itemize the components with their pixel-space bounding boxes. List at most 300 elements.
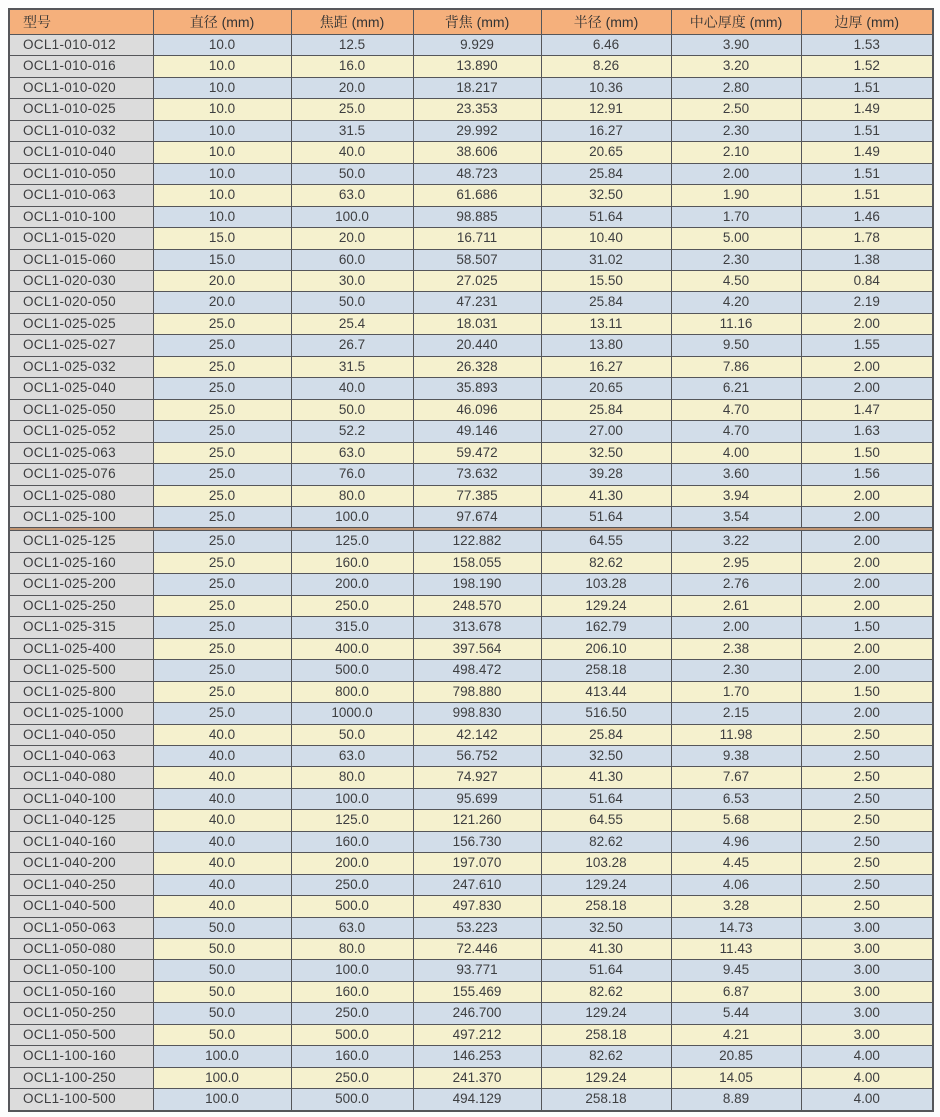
value-cell: 160.0 [291, 831, 413, 852]
value-cell: 1.46 [801, 206, 933, 227]
model-cell: OCL1-025-1000 [9, 703, 153, 724]
value-cell: 40.0 [153, 788, 291, 809]
value-cell: 76.0 [291, 464, 413, 485]
value-cell: 2.30 [671, 249, 801, 270]
value-cell: 1.70 [671, 681, 801, 702]
table-row [9, 638, 933, 659]
model-cell: OCL1-050-160 [9, 981, 153, 1002]
value-cell: 10.0 [153, 77, 291, 98]
table-row [9, 335, 933, 356]
table-body [9, 35, 933, 1111]
value-cell: 1.49 [801, 99, 933, 120]
value-cell: 1.53 [801, 35, 933, 56]
table-row [9, 681, 933, 702]
value-cell: 20.0 [153, 292, 291, 313]
value-cell: 1.78 [801, 228, 933, 249]
table-row [9, 421, 933, 442]
column-header-focal-length: 焦距 (mm) [291, 9, 413, 35]
value-cell: 63.0 [291, 745, 413, 766]
table-row [9, 981, 933, 1002]
value-cell: 2.50 [801, 831, 933, 852]
table-row [9, 99, 933, 120]
value-cell: 1.90 [671, 185, 801, 206]
value-cell: 250.0 [291, 1067, 413, 1088]
table-row [9, 399, 933, 420]
value-cell: 40.0 [291, 378, 413, 399]
value-cell: 25.84 [541, 399, 671, 420]
value-cell: 2.50 [801, 724, 933, 745]
table-row [9, 185, 933, 206]
value-cell: 9.50 [671, 335, 801, 356]
model-cell: OCL1-025-200 [9, 574, 153, 595]
value-cell: 2.00 [801, 356, 933, 377]
table-row [9, 917, 933, 938]
value-cell: 25.0 [153, 335, 291, 356]
value-cell: 25.0 [153, 399, 291, 420]
value-cell: 2.95 [671, 552, 801, 573]
model-cell: OCL1-015-020 [9, 228, 153, 249]
value-cell: 98.885 [413, 206, 541, 227]
value-cell: 3.00 [801, 981, 933, 1002]
table-row [9, 1067, 933, 1088]
value-cell: 13.11 [541, 313, 671, 334]
value-cell: 100.0 [153, 1089, 291, 1111]
model-cell: OCL1-050-500 [9, 1024, 153, 1045]
value-cell: 30.0 [291, 270, 413, 291]
value-cell: 20.0 [153, 270, 291, 291]
value-cell: 155.469 [413, 981, 541, 1002]
value-cell: 26.7 [291, 335, 413, 356]
value-cell: 41.30 [541, 939, 671, 960]
value-cell: 2.00 [801, 531, 933, 552]
column-header-model: 型号 [9, 9, 153, 35]
value-cell: 2.19 [801, 292, 933, 313]
model-cell: OCL1-100-500 [9, 1089, 153, 1111]
value-cell: 2.00 [801, 595, 933, 616]
value-cell: 10.40 [541, 228, 671, 249]
value-cell: 1.50 [801, 442, 933, 463]
value-cell: 58.507 [413, 249, 541, 270]
table-row [9, 960, 933, 981]
value-cell: 51.64 [541, 206, 671, 227]
value-cell: 63.0 [291, 185, 413, 206]
model-cell: OCL1-025-500 [9, 660, 153, 681]
value-cell: 25.4 [291, 313, 413, 334]
value-cell: 42.142 [413, 724, 541, 745]
value-cell: 6.21 [671, 378, 801, 399]
table-row [9, 378, 933, 399]
value-cell: 40.0 [153, 810, 291, 831]
value-cell: 1.52 [801, 56, 933, 77]
value-cell: 1.50 [801, 617, 933, 638]
value-cell: 50.0 [291, 399, 413, 420]
value-cell: 2.00 [801, 485, 933, 506]
table-row [9, 767, 933, 788]
value-cell: 2.15 [671, 703, 801, 724]
model-cell: OCL1-025-080 [9, 485, 153, 506]
table-row [9, 1024, 933, 1045]
value-cell: 40.0 [153, 831, 291, 852]
value-cell: 8.26 [541, 56, 671, 77]
value-cell: 25.0 [153, 531, 291, 552]
value-cell: 100.0 [291, 506, 413, 527]
value-cell: 200.0 [291, 574, 413, 595]
value-cell: 4.00 [671, 442, 801, 463]
value-cell: 25.0 [291, 99, 413, 120]
value-cell: 51.64 [541, 506, 671, 527]
table-row [9, 356, 933, 377]
model-cell: OCL1-025-076 [9, 464, 153, 485]
value-cell: 16.711 [413, 228, 541, 249]
value-cell: 4.21 [671, 1024, 801, 1045]
value-cell: 100.0 [153, 1046, 291, 1067]
table-row [9, 1003, 933, 1024]
lens-spec-table [8, 8, 934, 1112]
table-row [9, 485, 933, 506]
value-cell: 248.570 [413, 595, 541, 616]
value-cell: 50.0 [153, 981, 291, 1002]
value-cell: 80.0 [291, 767, 413, 788]
value-cell: 32.50 [541, 917, 671, 938]
table-row [9, 810, 933, 831]
table-row [9, 788, 933, 809]
value-cell: 1.51 [801, 163, 933, 184]
value-cell: 20.0 [291, 228, 413, 249]
table-row [9, 35, 933, 56]
value-cell: 4.00 [801, 1089, 933, 1111]
table-row [9, 660, 933, 681]
value-cell: 27.00 [541, 421, 671, 442]
table-row [9, 163, 933, 184]
table-row [9, 464, 933, 485]
value-cell: 40.0 [153, 896, 291, 917]
value-cell: 100.0 [291, 788, 413, 809]
value-cell: 4.20 [671, 292, 801, 313]
value-cell: 25.0 [153, 552, 291, 573]
value-cell: 41.30 [541, 767, 671, 788]
value-cell: 25.0 [153, 378, 291, 399]
value-cell: 40.0 [291, 142, 413, 163]
value-cell: 11.16 [671, 313, 801, 334]
value-cell: 50.0 [153, 1024, 291, 1045]
value-cell: 56.752 [413, 745, 541, 766]
value-cell: 798.880 [413, 681, 541, 702]
value-cell: 25.84 [541, 163, 671, 184]
table-row [9, 939, 933, 960]
value-cell: 16.0 [291, 56, 413, 77]
value-cell: 100.0 [153, 1067, 291, 1088]
value-cell: 10.36 [541, 77, 671, 98]
value-cell: 50.0 [153, 939, 291, 960]
value-cell: 25.0 [153, 660, 291, 681]
value-cell: 2.30 [671, 660, 801, 681]
value-cell: 40.0 [153, 874, 291, 895]
value-cell: 2.50 [801, 745, 933, 766]
value-cell: 32.50 [541, 185, 671, 206]
column-header-edge-thickness: 边厚 (mm) [801, 9, 933, 35]
value-cell: 82.62 [541, 831, 671, 852]
value-cell: 31.02 [541, 249, 671, 270]
value-cell: 1.51 [801, 120, 933, 141]
value-cell: 1.49 [801, 142, 933, 163]
value-cell: 3.94 [671, 485, 801, 506]
value-cell: 3.00 [801, 1024, 933, 1045]
model-cell: OCL1-040-200 [9, 853, 153, 874]
model-cell: OCL1-025-250 [9, 595, 153, 616]
value-cell: 3.00 [801, 1003, 933, 1024]
value-cell: 500.0 [291, 660, 413, 681]
table-row [9, 506, 933, 527]
value-cell: 250.0 [291, 1003, 413, 1024]
value-cell: 25.0 [153, 421, 291, 442]
model-cell: OCL1-025-063 [9, 442, 153, 463]
value-cell: 73.632 [413, 464, 541, 485]
value-cell: 32.50 [541, 745, 671, 766]
value-cell: 4.45 [671, 853, 801, 874]
value-cell: 46.096 [413, 399, 541, 420]
value-cell: 25.84 [541, 292, 671, 313]
value-cell: 129.24 [541, 1003, 671, 1024]
value-cell: 48.723 [413, 163, 541, 184]
value-cell: 31.5 [291, 356, 413, 377]
value-cell: 313.678 [413, 617, 541, 638]
table-row [9, 120, 933, 141]
value-cell: 4.70 [671, 399, 801, 420]
model-cell: OCL1-010-063 [9, 185, 153, 206]
value-cell: 206.10 [541, 638, 671, 659]
table-row [9, 853, 933, 874]
value-cell: 4.50 [671, 270, 801, 291]
column-header-center-thickness: 中心厚度 (mm) [671, 9, 801, 35]
value-cell: 14.05 [671, 1067, 801, 1088]
table-row [9, 313, 933, 334]
value-cell: 10.0 [153, 120, 291, 141]
value-cell: 13.890 [413, 56, 541, 77]
value-cell: 59.472 [413, 442, 541, 463]
table-row [9, 703, 933, 724]
value-cell: 50.0 [153, 1003, 291, 1024]
value-cell: 15.50 [541, 270, 671, 291]
value-cell: 1.50 [801, 681, 933, 702]
value-cell: 51.64 [541, 788, 671, 809]
value-cell: 162.79 [541, 617, 671, 638]
value-cell: 103.28 [541, 574, 671, 595]
table-row [9, 292, 933, 313]
model-cell: OCL1-010-032 [9, 120, 153, 141]
model-cell: OCL1-020-030 [9, 270, 153, 291]
model-cell: OCL1-040-500 [9, 896, 153, 917]
value-cell: 2.00 [801, 638, 933, 659]
value-cell: 40.0 [153, 745, 291, 766]
value-cell: 11.98 [671, 724, 801, 745]
value-cell: 413.44 [541, 681, 671, 702]
value-cell: 40.0 [153, 853, 291, 874]
value-cell: 5.00 [671, 228, 801, 249]
value-cell: 10.0 [153, 99, 291, 120]
value-cell: 122.882 [413, 531, 541, 552]
column-header-radius: 半径 (mm) [541, 9, 671, 35]
model-cell: OCL1-010-016 [9, 56, 153, 77]
value-cell: 97.674 [413, 506, 541, 527]
table-row [9, 874, 933, 895]
value-cell: 10.0 [153, 35, 291, 56]
value-cell: 998.830 [413, 703, 541, 724]
value-cell: 82.62 [541, 1046, 671, 1067]
value-cell: 25.84 [541, 724, 671, 745]
value-cell: 49.146 [413, 421, 541, 442]
model-cell: OCL1-025-032 [9, 356, 153, 377]
value-cell: 3.00 [801, 917, 933, 938]
value-cell: 27.025 [413, 270, 541, 291]
value-cell: 52.2 [291, 421, 413, 442]
value-cell: 160.0 [291, 552, 413, 573]
model-cell: OCL1-025-315 [9, 617, 153, 638]
value-cell: 63.0 [291, 442, 413, 463]
value-cell: 2.50 [671, 99, 801, 120]
value-cell: 25.0 [153, 313, 291, 334]
value-cell: 1.55 [801, 335, 933, 356]
value-cell: 12.91 [541, 99, 671, 120]
value-cell: 25.0 [153, 485, 291, 506]
model-cell: OCL1-025-027 [9, 335, 153, 356]
table-row [9, 249, 933, 270]
value-cell: 4.96 [671, 831, 801, 852]
model-cell: OCL1-010-012 [9, 35, 153, 56]
value-cell: 2.00 [801, 703, 933, 724]
value-cell: 7.86 [671, 356, 801, 377]
value-cell: 4.00 [801, 1046, 933, 1067]
value-cell: 10.0 [153, 163, 291, 184]
value-cell: 10.0 [153, 185, 291, 206]
value-cell: 3.60 [671, 464, 801, 485]
value-cell: 25.0 [153, 638, 291, 659]
model-cell: OCL1-050-063 [9, 917, 153, 938]
value-cell: 23.353 [413, 99, 541, 120]
value-cell: 246.700 [413, 1003, 541, 1024]
value-cell: 3.00 [801, 960, 933, 981]
table-row [9, 595, 933, 616]
table-row [9, 896, 933, 917]
value-cell: 241.370 [413, 1067, 541, 1088]
value-cell: 38.606 [413, 142, 541, 163]
model-cell: OCL1-020-050 [9, 292, 153, 313]
value-cell: 3.22 [671, 531, 801, 552]
value-cell: 6.53 [671, 788, 801, 809]
value-cell: 494.129 [413, 1089, 541, 1111]
value-cell: 146.253 [413, 1046, 541, 1067]
value-cell: 1.63 [801, 421, 933, 442]
value-cell: 40.0 [153, 724, 291, 745]
value-cell: 250.0 [291, 874, 413, 895]
value-cell: 25.0 [153, 595, 291, 616]
value-cell: 64.55 [541, 531, 671, 552]
value-cell: 2.50 [801, 788, 933, 809]
value-cell: 40.0 [153, 767, 291, 788]
value-cell: 25.0 [153, 356, 291, 377]
model-cell: OCL1-010-020 [9, 77, 153, 98]
value-cell: 250.0 [291, 595, 413, 616]
value-cell: 160.0 [291, 981, 413, 1002]
value-cell: 1.38 [801, 249, 933, 270]
value-cell: 315.0 [291, 617, 413, 638]
value-cell: 95.699 [413, 788, 541, 809]
value-cell: 0.84 [801, 270, 933, 291]
value-cell: 3.20 [671, 56, 801, 77]
model-cell: OCL1-025-100 [9, 506, 153, 527]
value-cell: 25.0 [153, 681, 291, 702]
value-cell: 800.0 [291, 681, 413, 702]
value-cell: 25.0 [153, 464, 291, 485]
value-cell: 497.830 [413, 896, 541, 917]
value-cell: 9.929 [413, 35, 541, 56]
value-cell: 3.00 [801, 939, 933, 960]
value-cell: 156.730 [413, 831, 541, 852]
value-cell: 25.0 [153, 442, 291, 463]
value-cell: 3.54 [671, 506, 801, 527]
table-row [9, 142, 933, 163]
value-cell: 4.06 [671, 874, 801, 895]
value-cell: 25.0 [153, 617, 291, 638]
value-cell: 497.212 [413, 1024, 541, 1045]
value-cell: 5.44 [671, 1003, 801, 1024]
value-cell: 72.446 [413, 939, 541, 960]
model-cell: OCL1-025-125 [9, 531, 153, 552]
value-cell: 20.85 [671, 1046, 801, 1067]
value-cell: 53.223 [413, 917, 541, 938]
value-cell: 20.440 [413, 335, 541, 356]
value-cell: 100.0 [291, 206, 413, 227]
value-cell: 158.055 [413, 552, 541, 573]
table-row [9, 1089, 933, 1111]
table-row [9, 831, 933, 852]
value-cell: 16.27 [541, 120, 671, 141]
value-cell: 82.62 [541, 552, 671, 573]
value-cell: 2.38 [671, 638, 801, 659]
value-cell: 2.00 [801, 506, 933, 527]
value-cell: 15.0 [153, 249, 291, 270]
value-cell: 41.30 [541, 485, 671, 506]
value-cell: 6.87 [671, 981, 801, 1002]
value-cell: 50.0 [291, 724, 413, 745]
model-cell: OCL1-025-160 [9, 552, 153, 573]
value-cell: 7.67 [671, 767, 801, 788]
model-cell: OCL1-025-800 [9, 681, 153, 702]
table-row [9, 206, 933, 227]
value-cell: 2.61 [671, 595, 801, 616]
model-cell: OCL1-025-025 [9, 313, 153, 334]
value-cell: 20.65 [541, 142, 671, 163]
value-cell: 3.28 [671, 896, 801, 917]
value-cell: 15.0 [153, 228, 291, 249]
model-cell: OCL1-040-125 [9, 810, 153, 831]
value-cell: 64.55 [541, 810, 671, 831]
model-cell: OCL1-040-250 [9, 874, 153, 895]
value-cell: 1.56 [801, 464, 933, 485]
value-cell: 129.24 [541, 874, 671, 895]
value-cell: 18.217 [413, 77, 541, 98]
value-cell: 32.50 [541, 442, 671, 463]
value-cell: 5.68 [671, 810, 801, 831]
value-cell: 4.70 [671, 421, 801, 442]
value-cell: 2.00 [801, 378, 933, 399]
value-cell: 82.62 [541, 981, 671, 1002]
model-cell: OCL1-050-100 [9, 960, 153, 981]
table-row [9, 724, 933, 745]
value-cell: 2.50 [801, 896, 933, 917]
value-cell: 160.0 [291, 1046, 413, 1067]
value-cell: 1000.0 [291, 703, 413, 724]
value-cell: 10.0 [153, 142, 291, 163]
